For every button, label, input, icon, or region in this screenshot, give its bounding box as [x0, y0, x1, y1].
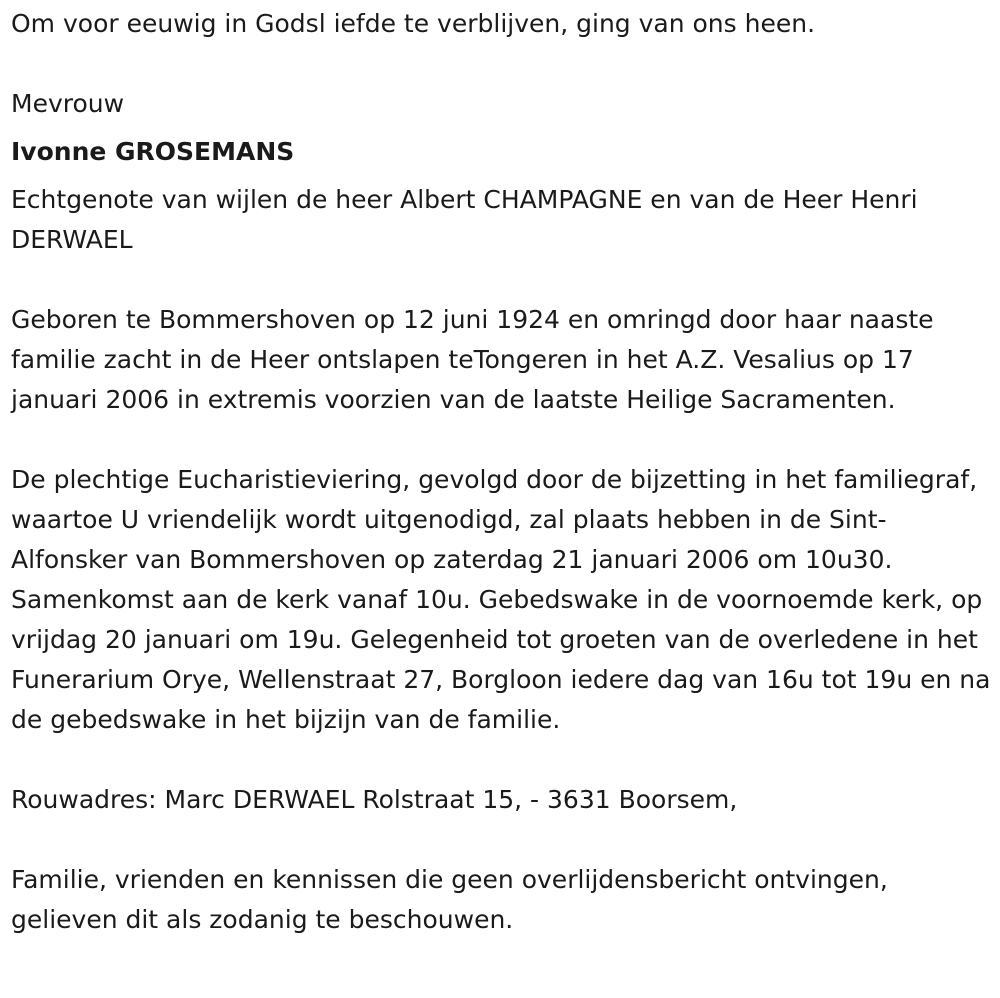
spacer	[11, 172, 996, 180]
spacer	[11, 420, 996, 460]
spacer	[11, 740, 996, 780]
birth-death-paragraph: Geboren te Bommershoven op 12 juni 1924 en omringd door haar naaste familie zacht in de Heer ontslapen teTongeren in het A.Z. Vesalius op 17 januari 2006 in extremis voorzien van de laatste Heilige Sacramenten.	[11, 305, 942, 414]
deceased-name: Ivonne GROSEMANS	[11, 137, 295, 166]
spacer	[11, 124, 996, 132]
spacer	[11, 260, 996, 300]
opening-line: Om voor eeuwig in Godsl iefde te verblijven, ging van ons heen.	[11, 9, 816, 38]
closing-paragraph: Familie, vrienden en kennissen die geen overlijdensbericht ontvingen, gelieven dit als zodanig te beschouwen.	[11, 865, 896, 934]
salutation: Mevrouw	[11, 89, 125, 118]
spacer	[11, 44, 996, 84]
mourning-address: Rouwadres: Marc DERWAEL Rolstraat 15, - 3631 Boorsem,	[11, 785, 738, 814]
spacer	[11, 820, 996, 860]
spouse-line: Echtgenote van wijlen de heer Albert CHAMPAGNE en van de Heer Henri DERWAEL	[11, 185, 926, 254]
ceremony-paragraph: De plechtige Eucharistieviering, gevolgd door de bijzetting in het familiegraf, waartoe U vriendelijk wordt uitgenodigd, zal plaats hebben in de Sint-Alfonsker van Bommershoven op zaterdag 21 januari 2006 om 10u30. Samenkomst aan de kerk vanaf 10u. Gebedswake in de voornoemde kerk, op vrijdag 20 januari om 19u. Gelegenheid tot groeten van de overledene in het Funerarium Orye, Wellenstraat 27, Borgloon iedere dag van 16u tot 19u en na de gebedswake in het bijzijn van de familie.	[11, 465, 999, 734]
obituary-document	[11, 4, 999, 940]
